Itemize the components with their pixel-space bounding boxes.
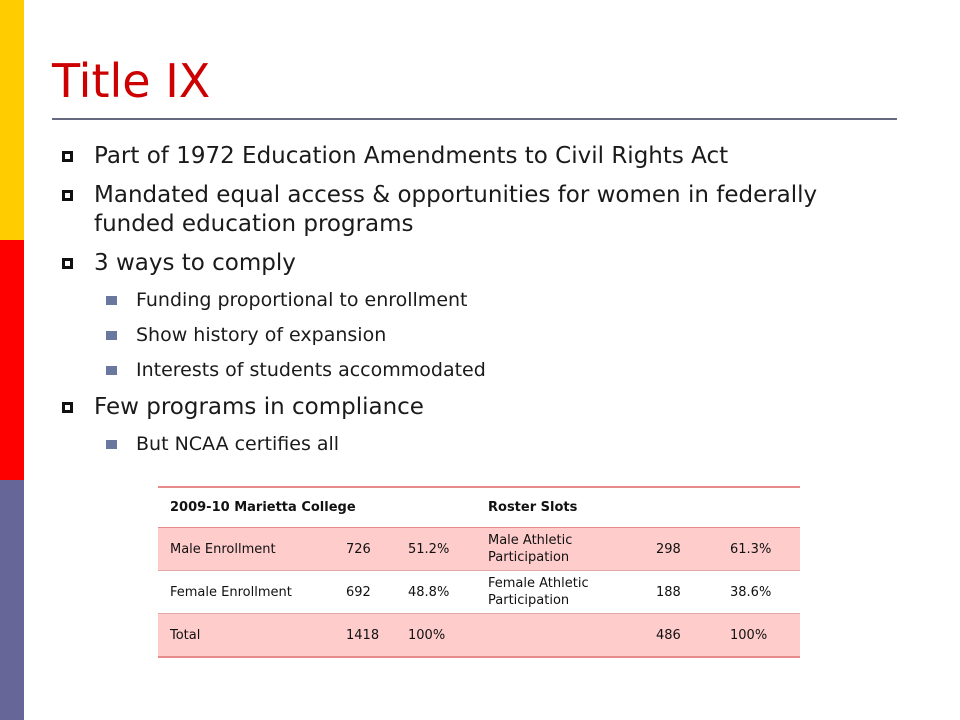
sub-bullet-text: Funding proportional to enrollment [136,289,468,311]
bullet-item [60,393,900,422]
bullet-item [60,181,900,239]
bullet-item [60,142,900,171]
sub-bullet-text: Interests of students accommodated [136,359,486,381]
table-cell [476,614,644,658]
table-row [158,571,800,614]
table-cell: Female Athletic Participation [476,571,644,614]
sub-bullet-text: But NCAA certifies all [136,433,340,455]
table-cell: 486 [644,614,718,658]
table-cell: 188 [644,571,718,614]
table-cell: 1418 [334,614,396,658]
bullet-text: Part of 1972 Education Amendments to Civil Rights Act [94,143,729,169]
table-cell: 100% [396,614,476,658]
enrollment-roster-table [158,486,800,658]
table-cell: 298 [644,528,718,571]
accent-bar-purple [0,480,24,720]
slide-title: Title IX [52,54,211,108]
table-header-cell: 2009-10 Marietta College [158,487,476,528]
filled-square-bullet-icon [106,440,117,449]
bullet-text: Mandated equal access & opportunities for women in federally funded education programs [94,182,818,237]
accent-bar-yellow [0,0,24,240]
bullet-text: 3 ways to comply [94,250,296,276]
table-cell: Total [158,614,334,658]
square-bullet-icon [62,258,73,269]
sub-bullet-item [60,288,900,312]
sub-bullet-text: Show history of expansion [136,324,387,346]
table-cell: 48.8% [396,571,476,614]
table-cell: 100% [718,614,800,658]
bullet-item [60,249,900,278]
table-cell: 692 [334,571,396,614]
filled-square-bullet-icon [106,296,117,305]
square-bullet-icon [62,190,73,201]
table-cell: Female Enrollment [158,571,334,614]
filled-square-bullet-icon [106,331,117,340]
title-divider [52,118,897,120]
bullet-text: Few programs in compliance [94,394,424,420]
table-header-row [158,487,800,528]
sub-bullet-item [60,358,900,382]
accent-bar-red [0,240,24,480]
square-bullet-icon [62,151,73,162]
table-cell: 726 [334,528,396,571]
table-cell: Male Enrollment [158,528,334,571]
bullet-list [60,142,900,467]
table-cell: Male Athletic Participation [476,528,644,571]
table-row [158,614,800,658]
table-cell: 38.6% [718,571,800,614]
table-cell: 51.2% [396,528,476,571]
table-row [158,528,800,571]
sub-bullet-item [60,323,900,347]
filled-square-bullet-icon [106,366,117,375]
table-cell: 61.3% [718,528,800,571]
sub-bullet-item [60,432,900,456]
table-header-cell: Roster Slots [476,487,800,528]
square-bullet-icon [62,402,73,413]
